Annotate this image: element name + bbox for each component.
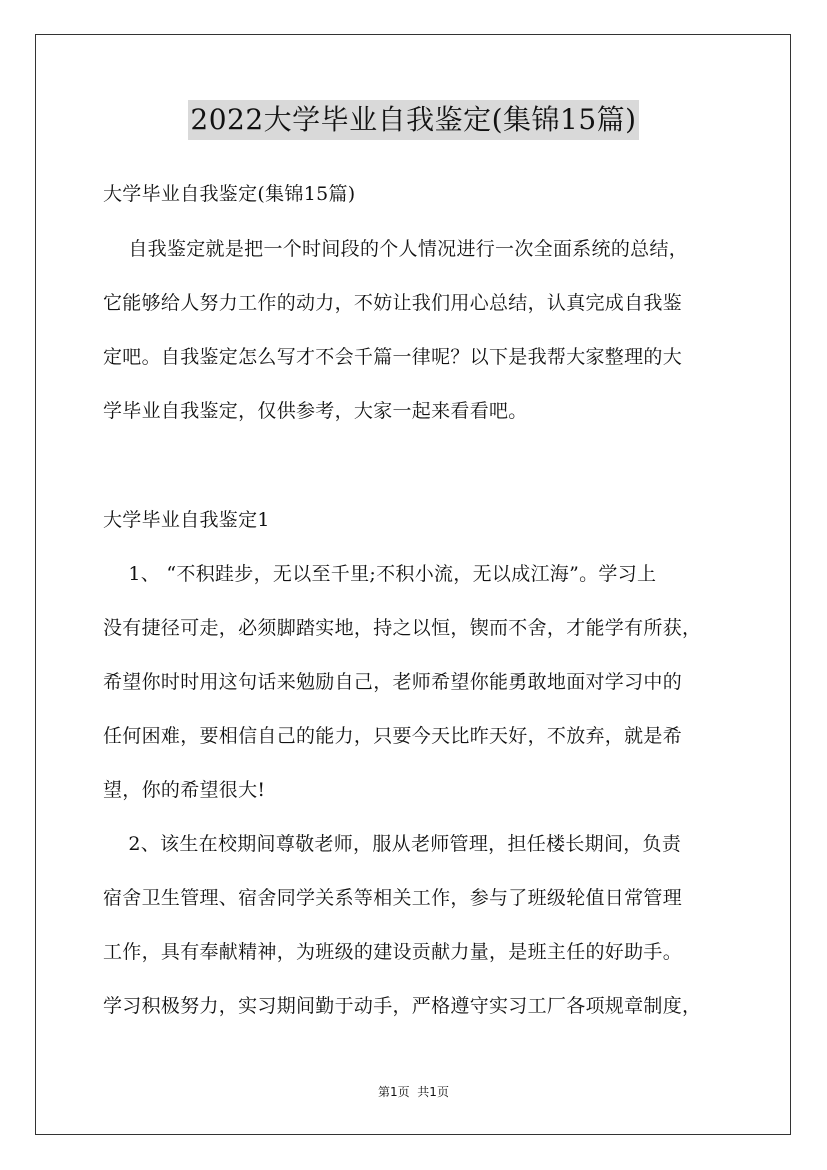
page-number: 第1页 共1页: [378, 1085, 449, 1099]
paragraph-line: 2、该生在校期间尊敬老师，服从老师管理，担任楼长期间，负责: [103, 833, 682, 855]
paragraph-line: 望，你的希望很大!: [103, 779, 266, 801]
title-container: [0, 100, 827, 140]
paragraph-line: 工作，具有奉献精神，为班级的建设贡献力量，是班主任的好助手。: [103, 941, 683, 963]
paragraph-line: 学习积极努力，实习期间勤于动手，严格遵守实习工厂各项规章制度，: [103, 995, 702, 1017]
paragraph-line: 1、 “不积跬步，无以至千里;不积小流，无以成江海”。学习上: [103, 563, 657, 585]
paragraph-line: 定吧。自我鉴定怎么写才不会千篇一律呢？以下是我帮大家整理的大: [103, 346, 683, 368]
paragraph-line: 希望你时时用这句话来勉励自己，老师希望你能勇敢地面对学习中的: [103, 671, 683, 693]
paragraph-line: 任何困难，要相信自己的能力，只要今天比昨天好，不放弃，就是希: [103, 725, 683, 747]
paragraph-line: 学毕业自我鉴定，仅供参考，大家一起来看看吧。: [103, 400, 528, 422]
document-subtitle: 大学毕业自我鉴定(集锦15篇): [103, 183, 356, 205]
document-title: 2022大学毕业自我鉴定(集锦15篇): [188, 100, 638, 140]
paragraph-line: 自我鉴定就是把一个时间段的个人情况进行一次全面系统的总结，: [103, 238, 689, 260]
section-heading: 大学毕业自我鉴定1: [103, 509, 270, 531]
paragraph-line: 宿舍卫生管理、宿舍同学关系等相关工作，参与了班级轮值日常管理: [103, 887, 683, 909]
paragraph-line: 没有捷径可走，必须脚踏实地，持之以恒，锲而不舍，才能学有所获，: [103, 617, 702, 639]
paragraph-line: 它能够给人努力工作的动力，不妨让我们用心总结，认真完成自我鉴: [103, 292, 683, 314]
